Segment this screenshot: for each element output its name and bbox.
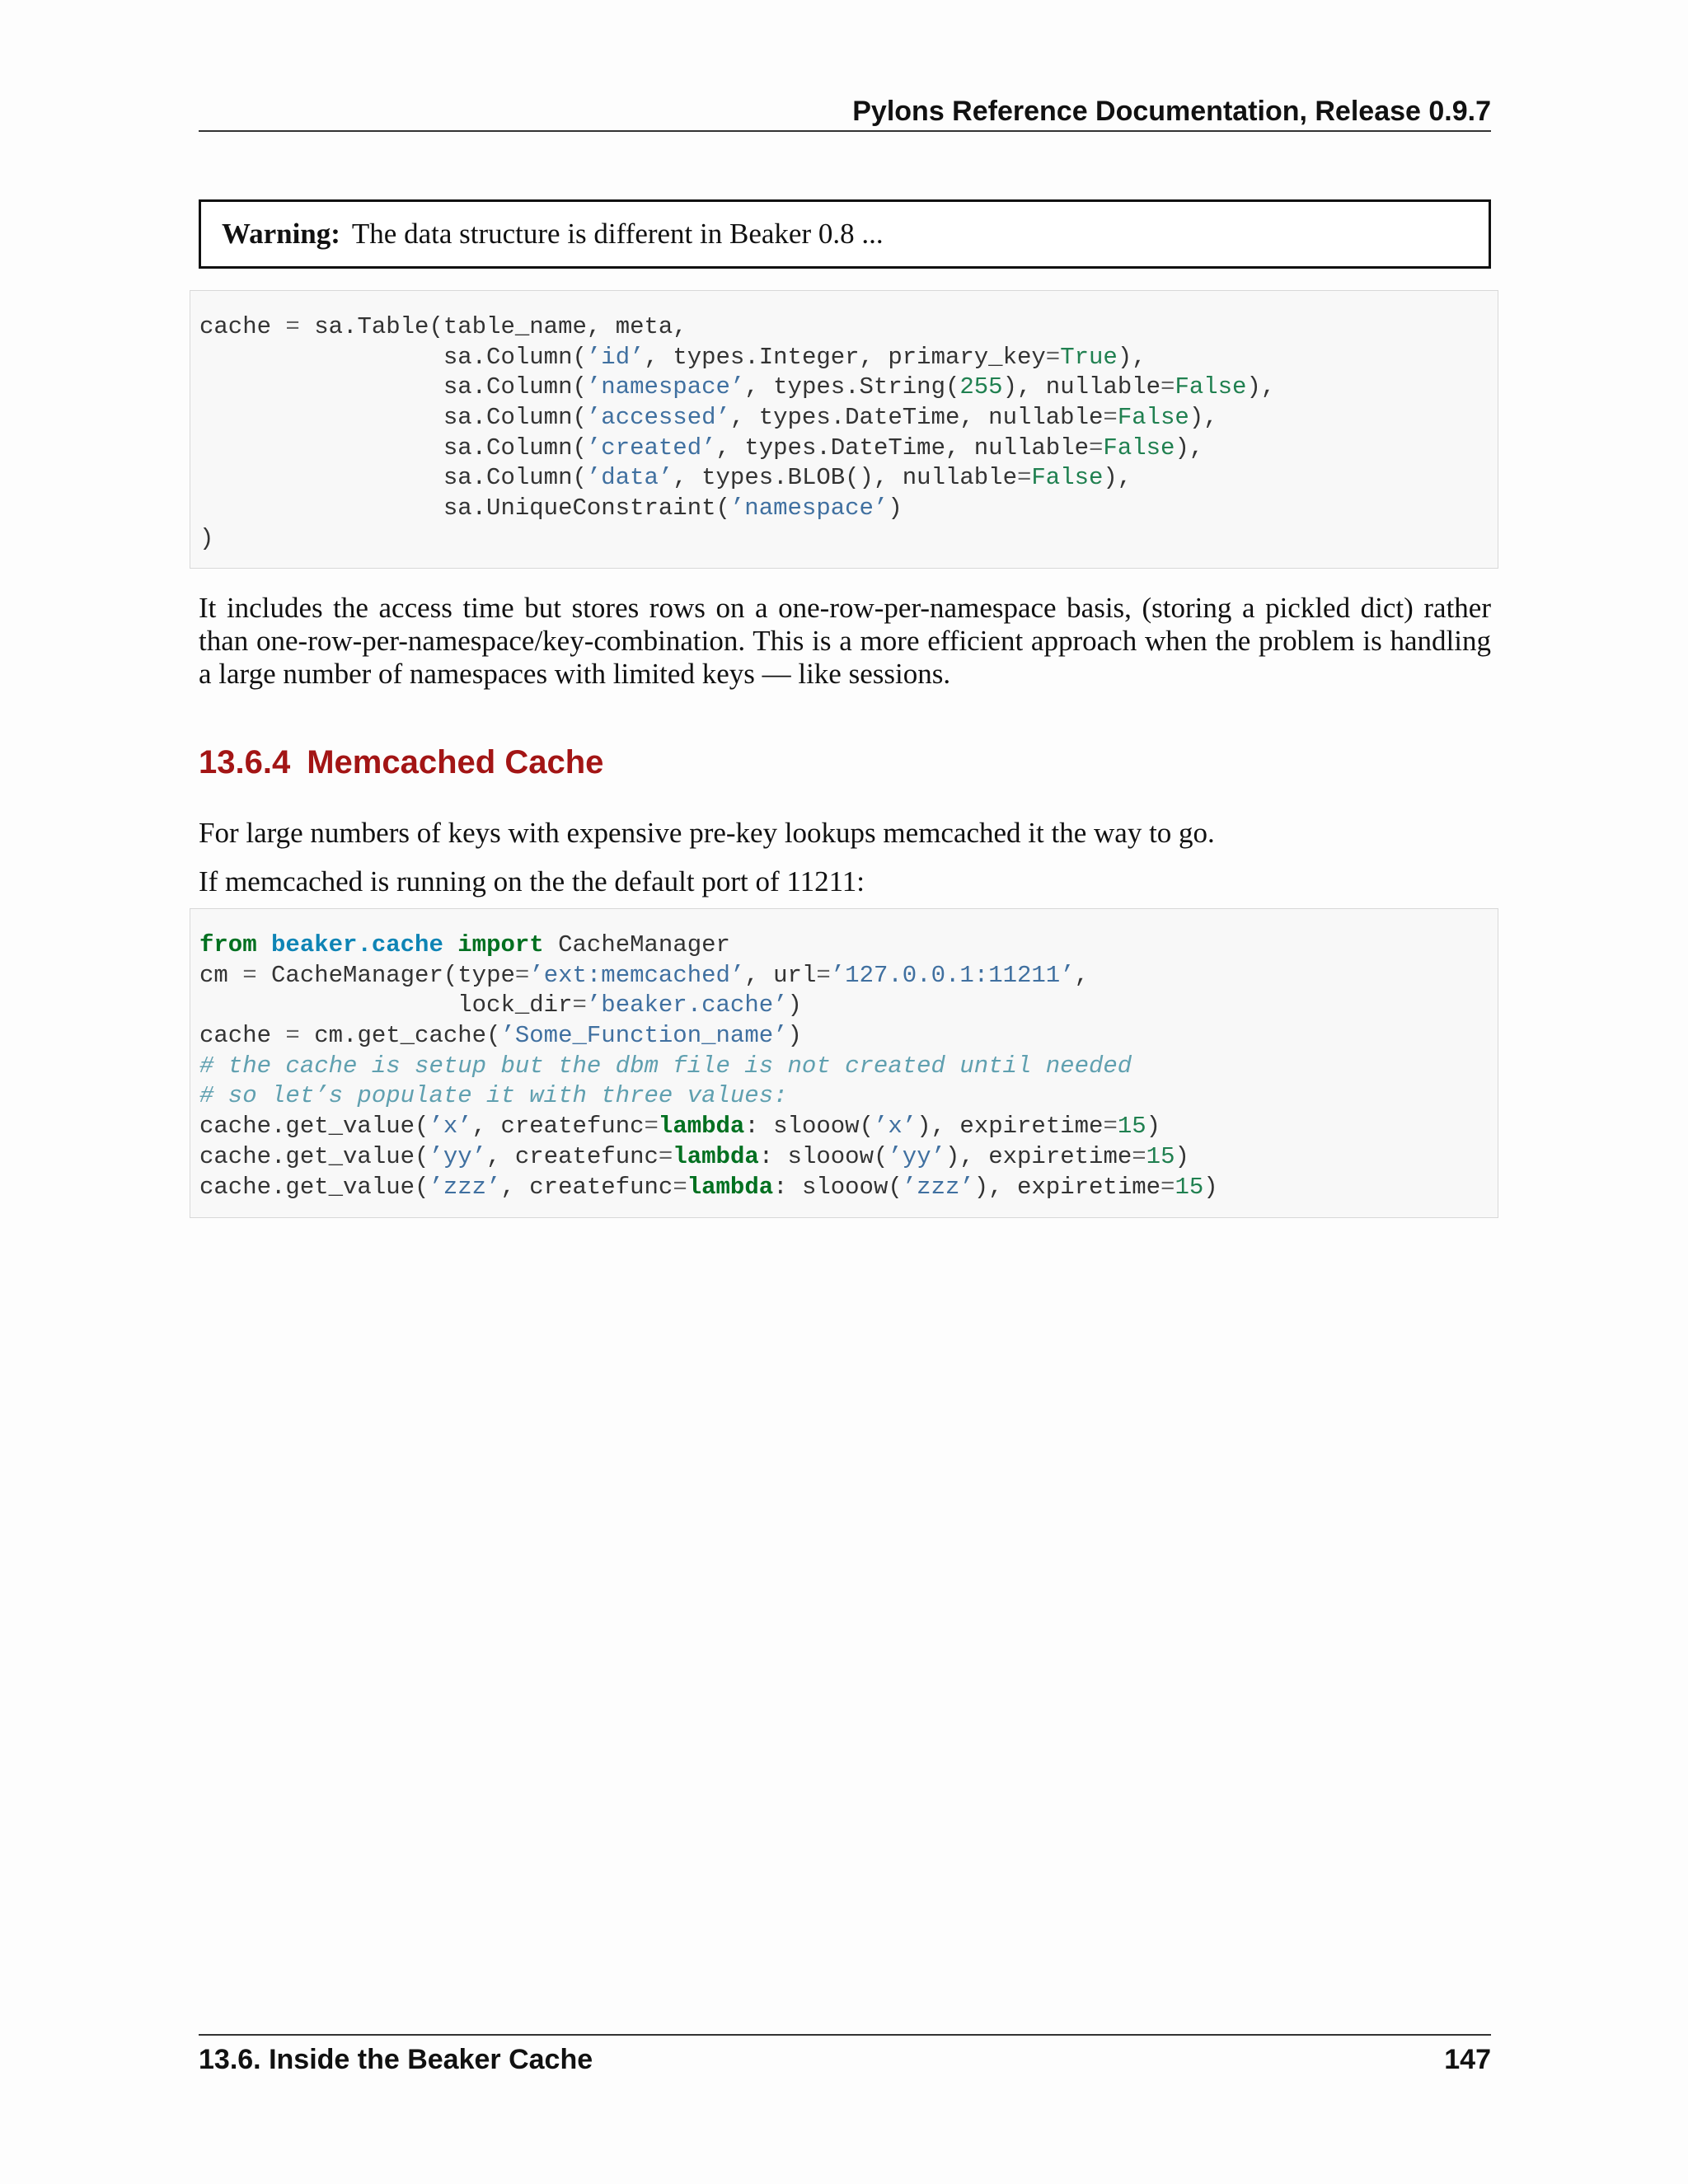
running-header [199, 92, 1491, 132]
warning-text: The data structure is different in Beaker 0.8 ... [351, 218, 884, 250]
warning-admonition [199, 199, 1491, 269]
code-line: sa.Column(’data’, types.BLOB(), nullable=False), [199, 464, 1132, 492]
paragraph-memcached-port: If memcached is running on the the default port of 11211: [199, 865, 865, 898]
header-title: Pylons Reference Documentation, Release 0.9.7 [852, 96, 1491, 127]
code-line: cache = cm.get_cache(’Some_Function_name’) [199, 1022, 802, 1050]
paragraph-memcached-intro: For large numbers of keys with expensive pre-key lookups memcached it the way to go. [199, 817, 1215, 849]
section-title: Memcached Cache [307, 744, 604, 780]
code-line: lock_dir=’beaker.cache’) [199, 991, 802, 1019]
code-block-table [190, 290, 1498, 569]
footer-section: 13.6. Inside the Beaker Cache [199, 2044, 593, 2075]
code-line: sa.Column(’namespace’, types.String(255), nullable=False), [199, 373, 1276, 401]
page-number: 147 [1444, 2044, 1491, 2075]
section-heading [199, 742, 603, 783]
code-line: from beaker.cache import CacheManager [199, 931, 730, 958]
code-line: sa.Column(’accessed’, types.DateTime, nullable=False), [199, 404, 1218, 432]
code-line: cache.get_value(’yy’, createfunc=lambda: slooow(’yy’), expiretime=15) [199, 1142, 1189, 1170]
code-line: sa.Column(’created’, types.DateTime, nullable=False), [199, 434, 1204, 462]
code-line: ) [199, 524, 214, 552]
code-line: sa.Column(’id’, types.Integer, primary_key=True), [199, 343, 1146, 371]
code-line: # so let’s populate it with three values: [199, 1082, 788, 1110]
code-line: cm = CacheManager(type=’ext:memcached’, url=’127.0.0.1:11211’, [199, 961, 1090, 989]
warning-label: Warning: [222, 218, 340, 250]
code-line: cache.get_value(’zzz’, createfunc=lambda: slooow(’zzz’), expiretime=15) [199, 1173, 1218, 1201]
code-line: # the cache is setup but the dbm file is not created until needed [199, 1052, 1132, 1080]
running-footer [199, 2034, 1491, 2083]
section-number: 13.6.4 [199, 744, 291, 780]
code-block-memcached [190, 908, 1498, 1218]
code-line: cache.get_value(’x’, createfunc=lambda: slooow(’x’), expiretime=15) [199, 1113, 1161, 1141]
code-line: sa.UniqueConstraint(’namespace’) [199, 494, 903, 523]
code-line: cache = sa.Table(table_name, meta, [199, 313, 687, 340]
paragraph-access-time: It includes the access time but stores rows on a one-row-per-namespace basis, (storing a pickled dict) rather than one-row-per-namespace/key-combination. This is a more efficient approach when the problem is handling a large number of namespaces with limited keys — like sessions. [199, 592, 1491, 690]
